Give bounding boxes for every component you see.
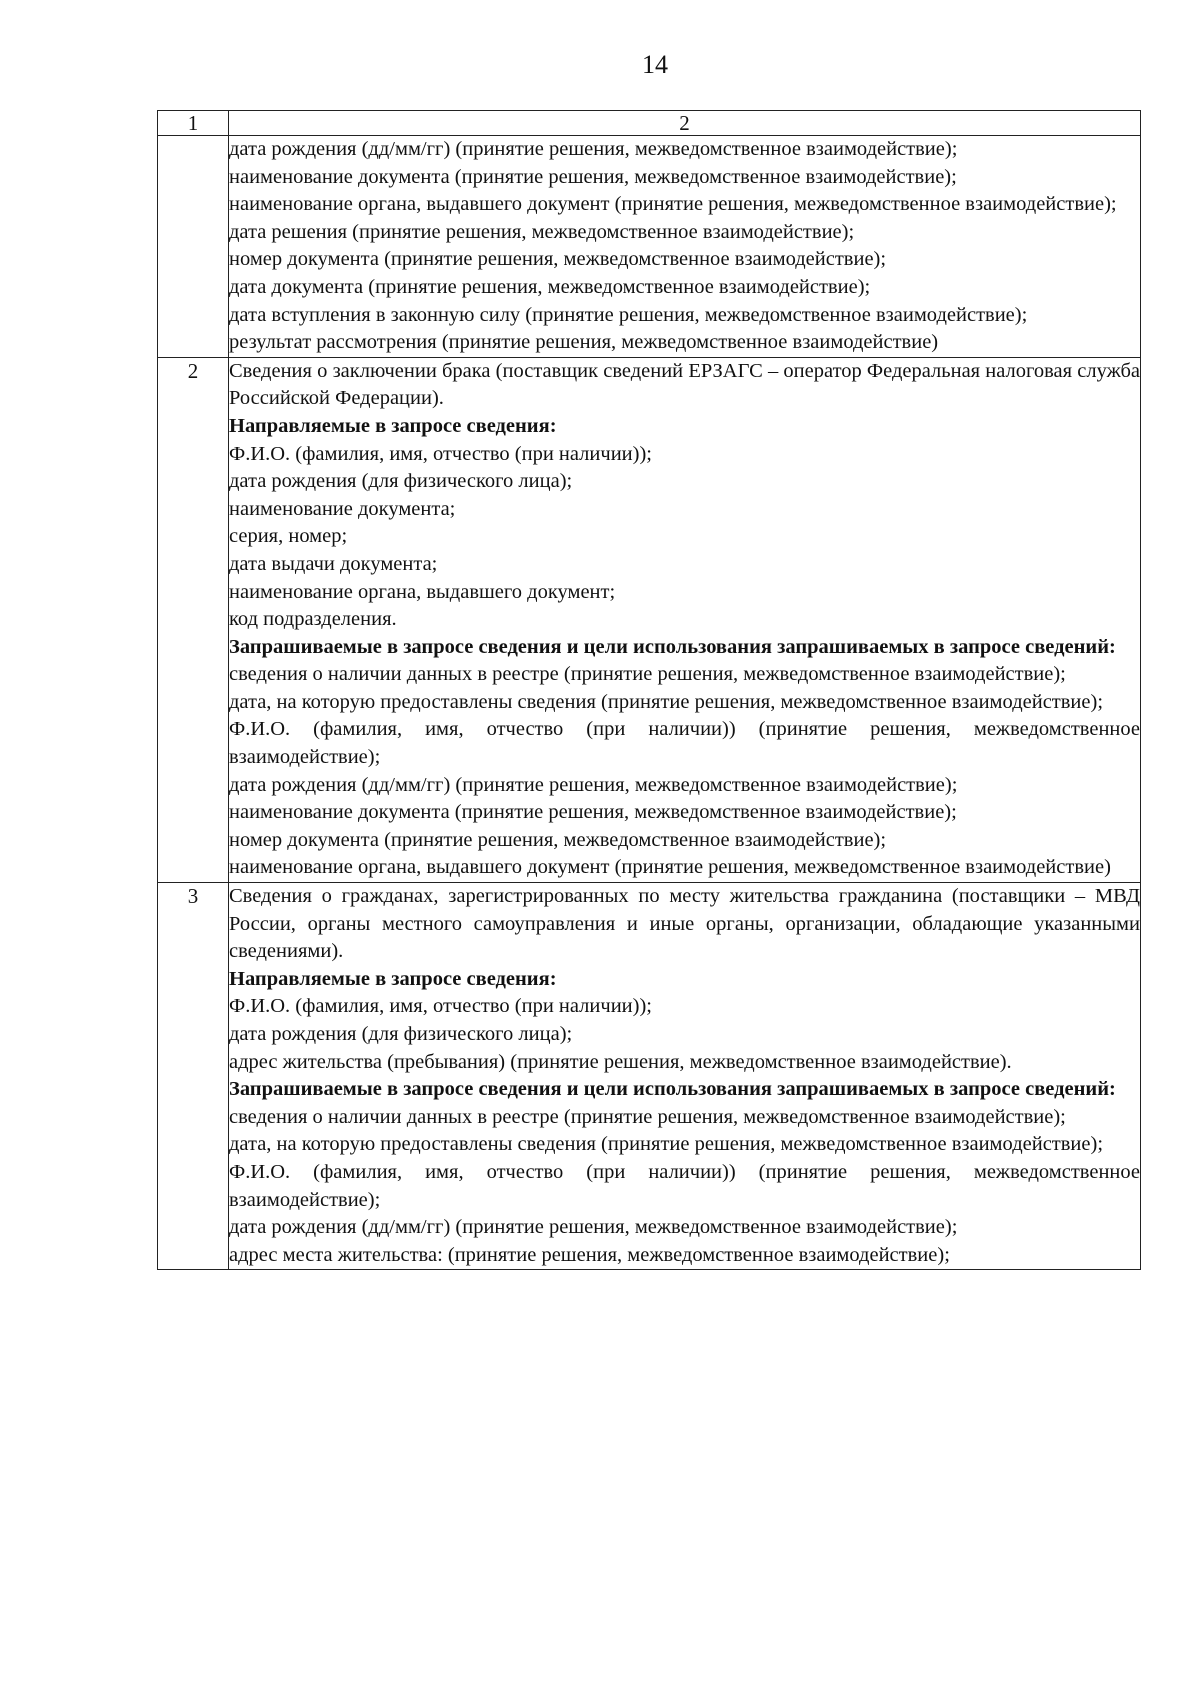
row-line: наименование документа;	[229, 497, 456, 520]
row-line: дата решения (принятие решения, межведомственное взаимодействие);	[229, 220, 855, 243]
row-subheading: Направляемые в запросе сведения:	[229, 414, 557, 437]
row-line: дата, на которую предоставлены сведения (принятие решения, межведомственное взаимодействие);	[229, 1133, 1104, 1156]
row-line: наименование органа, выдавшего документ;	[229, 580, 616, 603]
row-line: дата, на которую предоставлены сведения (принятие решения, межведомственное взаимодействие);	[229, 690, 1104, 713]
row-number: 2	[158, 357, 229, 882]
row-line: серия, номер;	[229, 525, 348, 548]
row-line: Сведения о заключении брака (поставщик сведений ЕРЗАГС – оператор Федеральная налоговая служба Российской Федерации).	[229, 359, 1140, 410]
row-content	[229, 883, 1141, 1270]
row-line: Сведения о гражданах, зарегистрированных по месту жительства гражданина (поставщики – МВД России, органы местного самоуправления и иные органы, организации, обладающие указанными сведениями).	[229, 885, 1140, 963]
column-header-1: 1	[158, 111, 229, 136]
row-line: Ф.И.О. (фамилия, имя, отчество (при наличии));	[229, 442, 652, 465]
table-row	[158, 883, 1141, 1270]
row-line: дата рождения (дд/мм/гг) (принятие решения, межведомственное взаимодействие);	[229, 1216, 958, 1239]
row-line: сведения о наличии данных в реестре (принятие решения, межведомственное взаимодействие);	[229, 663, 1066, 686]
row-line: дата документа (принятие решения, межведомственное взаимодействие);	[229, 275, 871, 298]
row-line: дата рождения (дд/мм/гг) (принятие решения, межведомственное взаимодействие);	[229, 773, 958, 796]
row-number	[158, 136, 229, 358]
row-line: Ф.И.О. (фамилия, имя, отчество (при наличии));	[229, 995, 652, 1018]
row-line: дата рождения (дд/мм/гг) (принятие решения, межведомственное взаимодействие);	[229, 138, 958, 160]
row-line: код подразделения.	[229, 608, 397, 631]
row-line: дата выдачи документа;	[229, 552, 438, 575]
row-line: адрес жительства (пребывания) (принятие решения, межведомственное взаимодействие).	[229, 1050, 1012, 1073]
row-content	[229, 357, 1141, 882]
row-subheading: Запрашиваемые в запросе сведения и цели использования запрашиваемых в запросе сведений:	[229, 635, 1116, 658]
row-number: 3	[158, 883, 229, 1270]
row-line: номер документа (принятие решения, межведомственное взаимодействие);	[229, 248, 887, 271]
column-header-2: 2	[229, 111, 1141, 136]
table-row	[158, 357, 1141, 882]
row-line: результат рассмотрения (принятие решения, межведомственное взаимодействие)	[229, 331, 939, 354]
row-line: дата рождения (для физического лица);	[229, 470, 573, 493]
row-line: дата вступления в законную силу (принятие решения, межведомственное взаимодействие);	[229, 303, 1028, 326]
row-line: Ф.И.О. (фамилия, имя, отчество (при наличии)) (принятие решения, межведомственное взаимодействие);	[229, 718, 1140, 769]
row-line: наименование документа (принятие решения, межведомственное взаимодействие);	[229, 801, 957, 824]
row-line: сведения о наличии данных в реестре (принятие решения, межведомственное взаимодействие);	[229, 1105, 1066, 1128]
table-header-row	[158, 111, 1141, 136]
row-line: дата рождения (для физического лица);	[229, 1023, 573, 1045]
table-row	[158, 136, 1141, 358]
row-line: наименование документа (принятие решения, межведомственное взаимодействие);	[229, 165, 957, 188]
row-line: наименование органа, выдавшего документ (принятие решения, межведомственное взаимодействие);	[229, 193, 1117, 216]
row-subheading: Направляемые в запросе сведения:	[229, 967, 557, 990]
row-content	[229, 136, 1141, 358]
row-subheading: Запрашиваемые в запросе сведения и цели использования запрашиваемых в запросе сведений:	[229, 1078, 1116, 1101]
row-line: наименование органа, выдавшего документ (принятие решения, межведомственное взаимодействие)	[229, 856, 1111, 879]
page-number: 14	[642, 50, 668, 79]
row-line: номер документа (принятие решения, межведомственное взаимодействие);	[229, 828, 887, 851]
data-table	[157, 110, 1141, 1270]
row-line: адрес места жительства: (принятие решения, межведомственное взаимодействие);	[229, 1243, 950, 1266]
row-line: Ф.И.О. (фамилия, имя, отчество (при наличии)) (принятие решения, межведомственное взаимодействие);	[229, 1160, 1140, 1211]
